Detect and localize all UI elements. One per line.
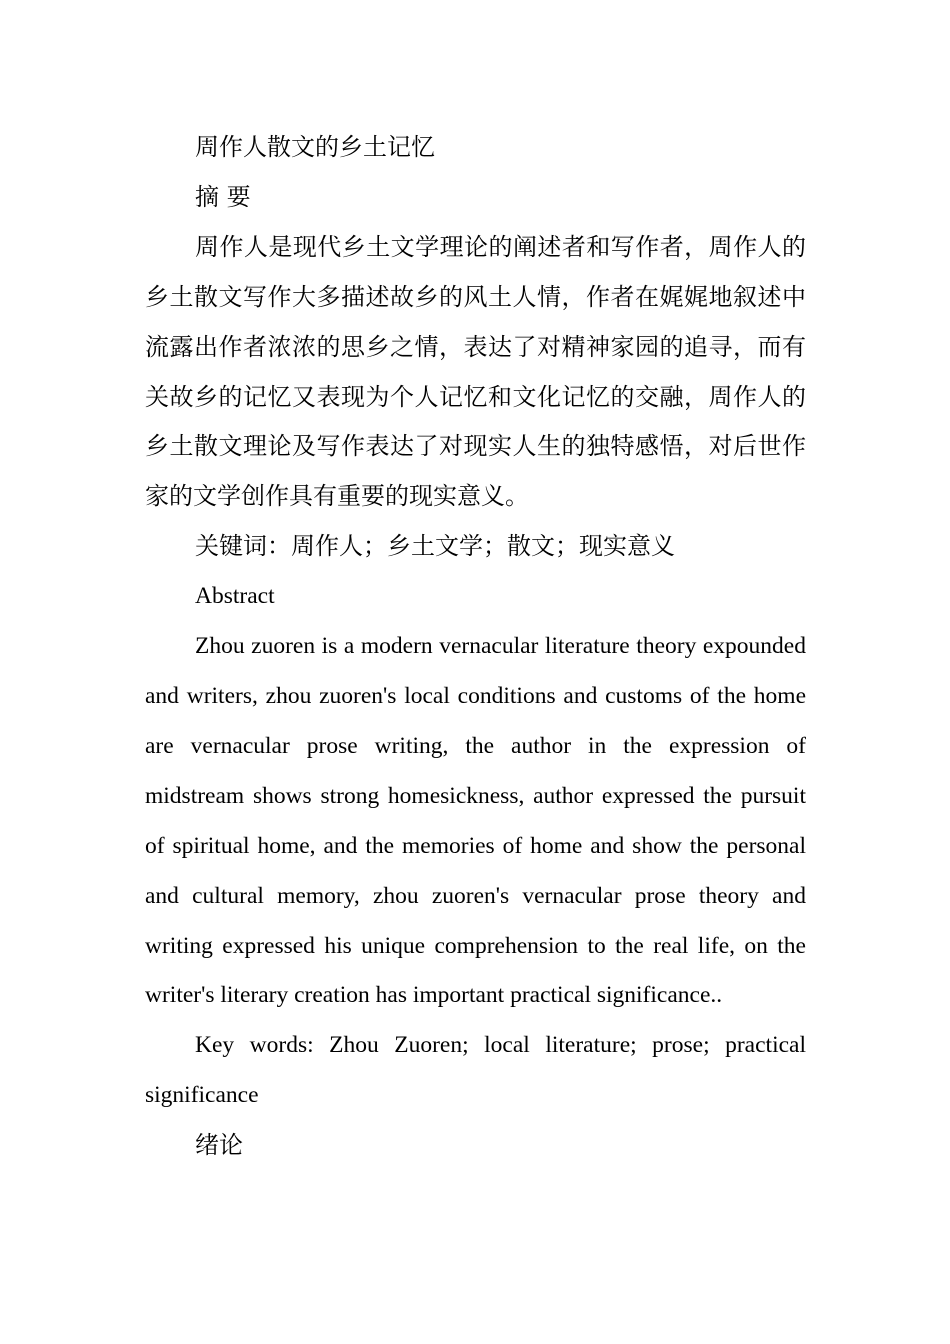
document-title: 周作人散文的乡土记忆	[195, 133, 435, 161]
abstract-cn-paragraph: 周作人是现代乡土文学理论的阐述者和写作者，周作人的乡土散文写作大多描述故乡的风土人情，作者在娓娓地叙述中流露出作者浓浓的思乡之情，表达了对精神家园的追寻，而有关故乡的记忆又表现为个人记忆和文化记忆的交融，周作人的乡土散文理论及写作表达了对现实人生的独特感悟，对后世作家的文学创作具有重要的现实意义。	[145, 232, 806, 511]
section-heading: 绪论	[195, 1131, 243, 1160]
document-page	[145, 123, 806, 1171]
keywords-cn: 关键词：周作人；乡土文学；散文；现实意义	[195, 532, 675, 561]
abstract-en-paragraph: Zhou zuoren is a modern vernacular literature theory expounded and writers, zhou zuoren's local conditions and customs of the home are vernacular prose writing, the author in the expression of midstream shows strong homesickness, author expressed the pursuit of spiritual home, and the memories of home and show the personal and cultural memory, zhou zuoren's vernacular prose theory and writing expressed his unique comprehension to the real life, on the writer's literary creation has important practical significance..	[145, 633, 806, 1009]
keywords-en: Key words: Zhou Zuoren; local literature; prose; practical significance	[145, 1032, 806, 1109]
abstract-heading-cn: 摘 要	[195, 182, 251, 211]
abstract-heading-en: Abstract	[195, 583, 275, 610]
